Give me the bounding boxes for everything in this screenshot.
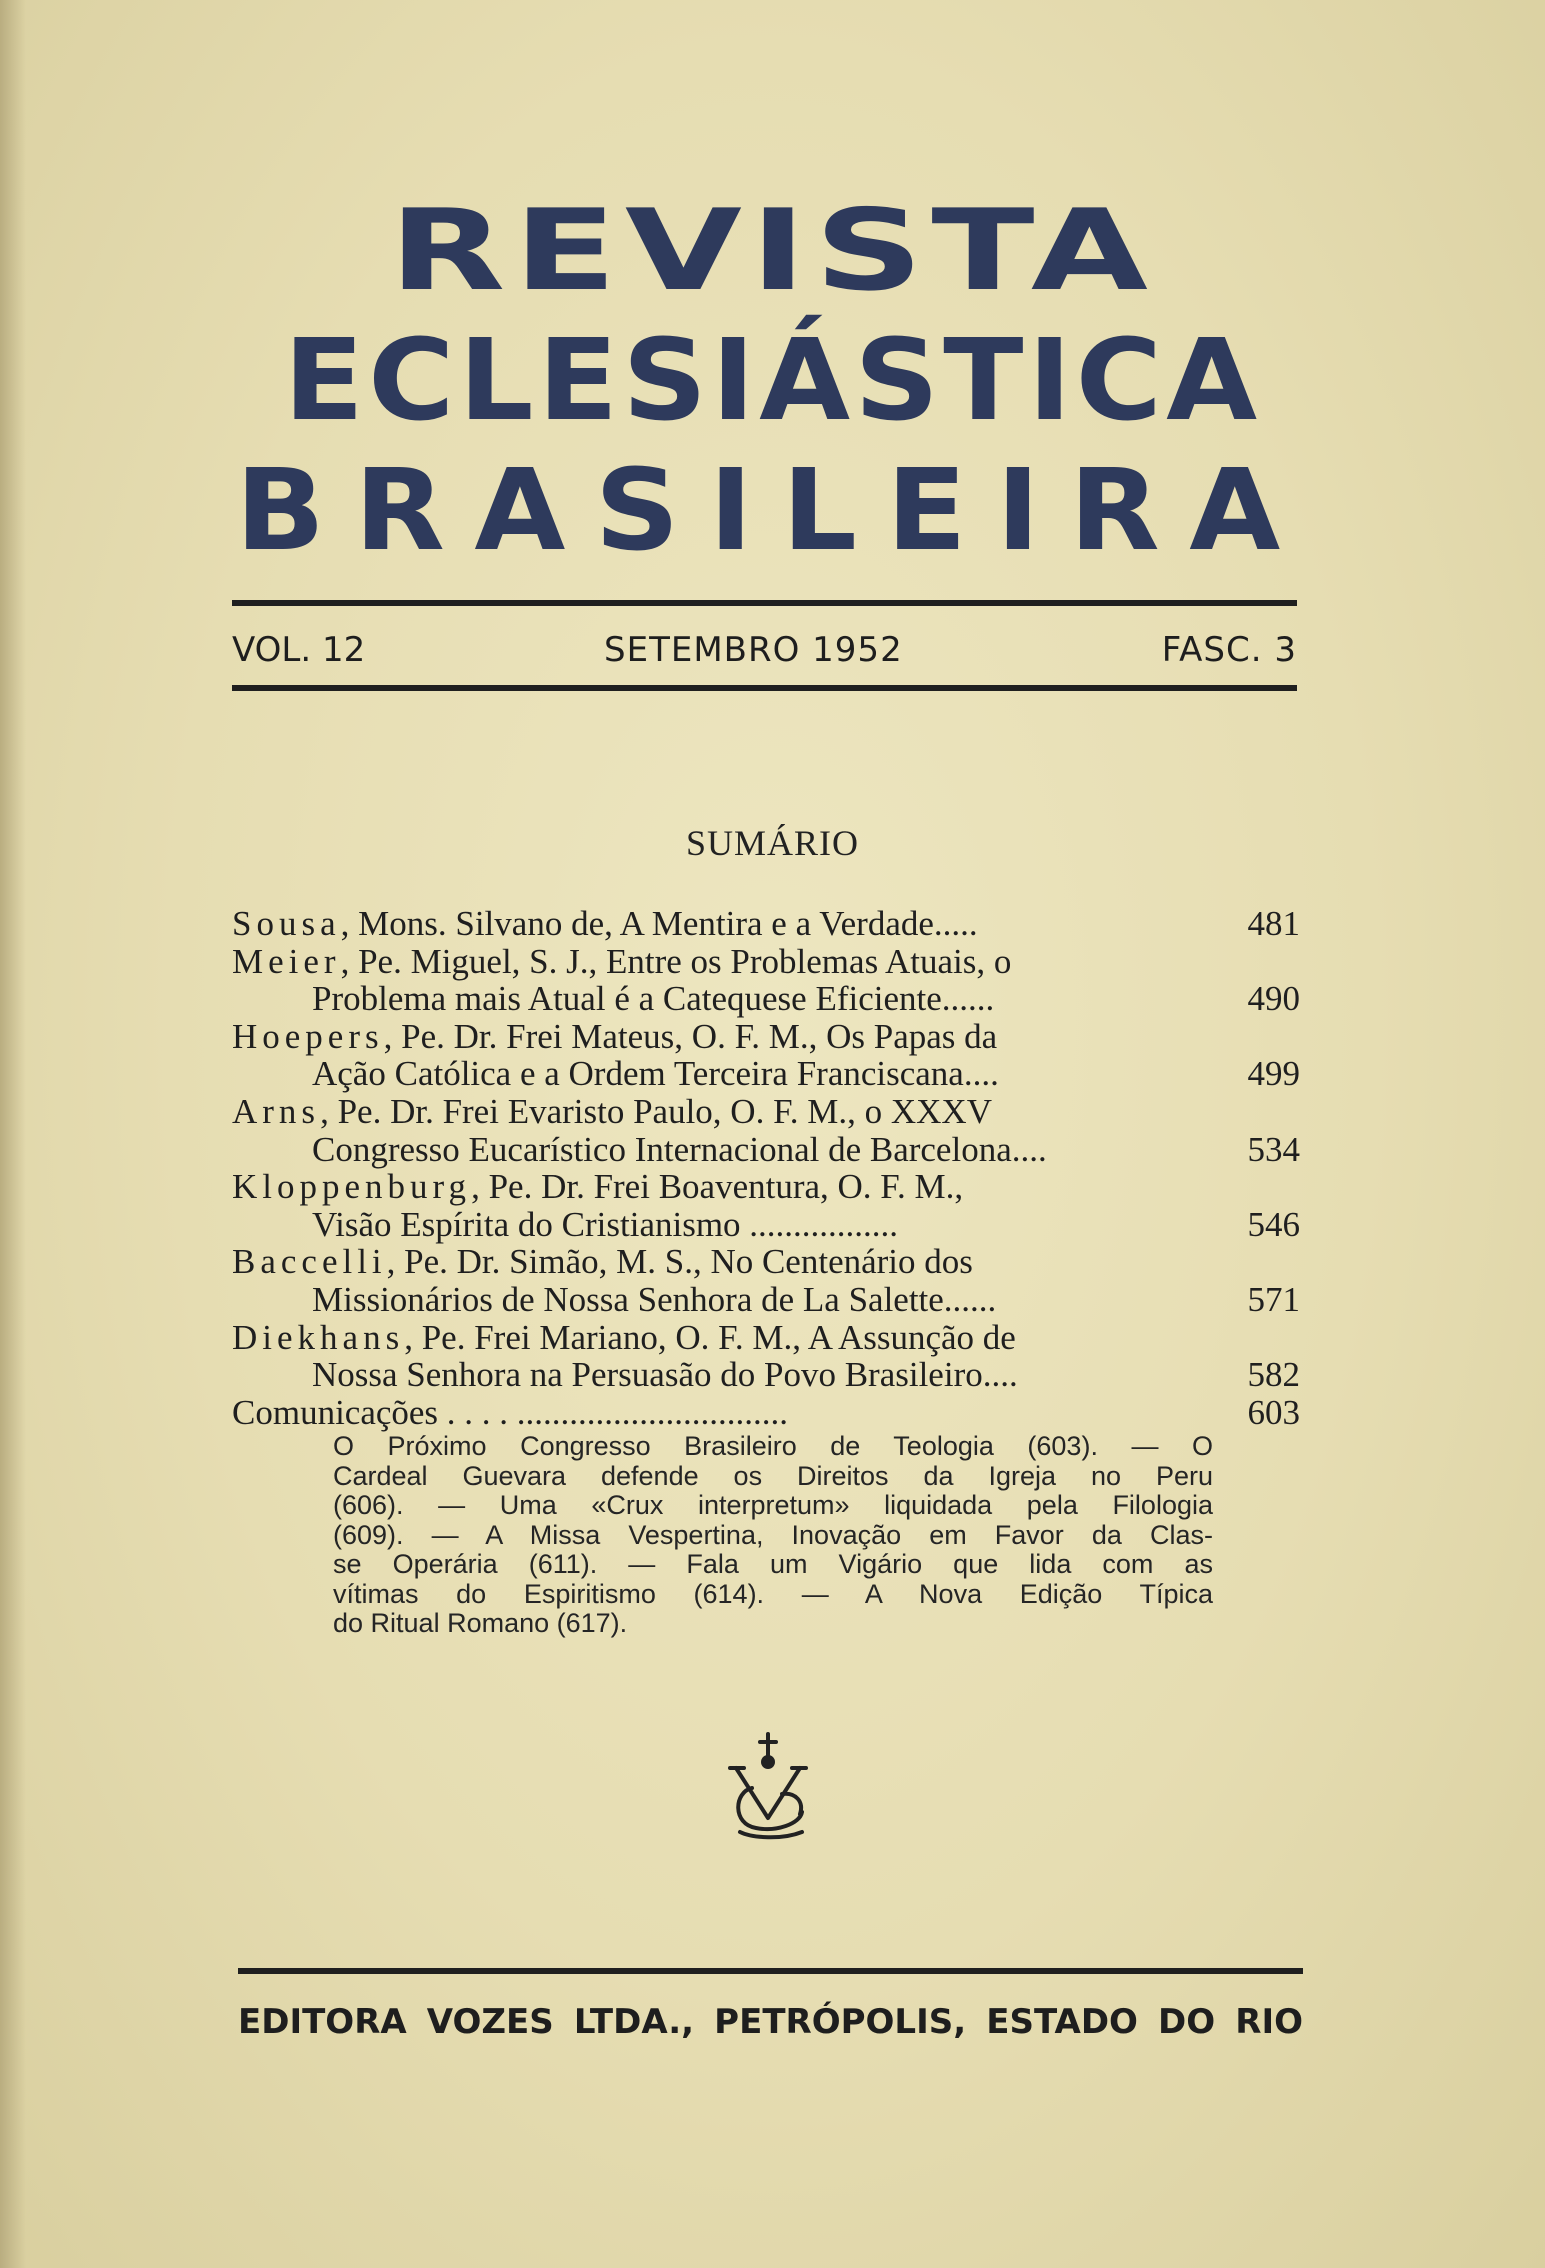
top-rule xyxy=(232,600,1297,606)
toc-author: Meier xyxy=(232,941,341,981)
bottom-rule xyxy=(232,685,1297,691)
toc-page-number: 534 xyxy=(1247,1129,1300,1169)
communications-line: se Operária (611). — Fala um Vigário que lida com as xyxy=(333,1549,1213,1579)
toc-author: Diekhans xyxy=(232,1317,405,1357)
toc-text: , Mons. Silvano de, A Mentira e a Verdade..... xyxy=(340,904,978,943)
toc-line xyxy=(232,1131,1300,1169)
toc-author: Arns xyxy=(232,1091,321,1131)
toc-text: , Pe. Miguel, S. J., Entre os Problemas Atuais, o xyxy=(340,941,1012,981)
publisher-monogram-icon xyxy=(722,1728,814,1844)
toc-page-number: 603 xyxy=(1247,1392,1300,1432)
toc-text: Congresso Eucarístico Internacional de Barcelona.... xyxy=(312,1129,1047,1169)
toc-text: Nossa Senhora na Persuasão do Povo Brasileiro.... xyxy=(312,1355,1018,1395)
masthead-line-2: ECLESIÁSTICA xyxy=(283,316,1262,446)
communications-line: O Próximo Congresso Brasileiro de Teologia (603). — O xyxy=(333,1431,1213,1461)
toc-line xyxy=(232,943,1300,981)
toc-line xyxy=(232,1055,1300,1093)
toc-line xyxy=(232,1319,1300,1357)
toc-line xyxy=(232,905,1300,943)
toc-line xyxy=(232,1018,1300,1056)
toc-text: , Pe. Dr. Simão, M. S., No Centenário dos xyxy=(386,1242,973,1282)
toc-line xyxy=(232,1356,1300,1394)
toc-page-number: 481 xyxy=(1247,904,1300,943)
communications-line: vítimas do Espiritismo (614). — A Nova Edição Típica xyxy=(333,1578,1213,1609)
issue-date: SETEMBRO 1952 xyxy=(604,630,903,670)
issue-info xyxy=(232,630,1297,674)
masthead-line-3: BRASILEIRA xyxy=(235,446,1310,576)
communications-line: Cardeal Guevara defende os Direitos da Igreja no Peru xyxy=(333,1460,1213,1491)
communications-line: (609). — A Missa Vespertina, Inovação em Favor da Clas- xyxy=(333,1519,1213,1550)
toc-text: Ação Católica e a Ordem Terceira Franciscana.... xyxy=(312,1054,999,1094)
communications-list xyxy=(333,1432,1213,1639)
table-of-contents xyxy=(232,905,1300,1431)
toc-line xyxy=(232,1206,1300,1244)
toc-author: Hoepers xyxy=(232,1016,384,1056)
toc-text: Missionários de Nossa Senhora de La Salette...... xyxy=(312,1279,997,1319)
communications-line: do Ritual Romano (617). xyxy=(333,1608,628,1638)
fascicle-label: FASC. 3 xyxy=(1161,630,1297,670)
summary-title: SUMÁRIO xyxy=(685,823,860,863)
toc-text: Problema mais Atual é a Catequese Eficiente...... xyxy=(312,979,995,1019)
toc-text: , Pe. Dr. Frei Boaventura, O. F. M., xyxy=(471,1167,964,1207)
toc-text: Visão Espírita do Cristianismo ................. xyxy=(312,1204,899,1244)
masthead-line-1: REVISTA xyxy=(388,186,1157,316)
toc-line xyxy=(232,980,1300,1018)
volume-label: VOL. 12 xyxy=(232,630,366,670)
toc-author: Baccelli xyxy=(232,1242,387,1282)
toc-page-number: 571 xyxy=(1247,1279,1300,1319)
toc-text: , Pe. Dr. Frei Evaristo Paulo, O. F. M., o XXXV xyxy=(320,1091,992,1131)
footer-rule xyxy=(238,1968,1303,1974)
toc-text: , Pe. Dr. Frei Mateus, O. F. M., Os Papas da xyxy=(383,1016,998,1056)
toc-author: Kloppenburg xyxy=(232,1167,472,1207)
toc-line xyxy=(232,1394,1300,1432)
toc-page-number: 582 xyxy=(1247,1355,1300,1395)
toc-line xyxy=(232,1243,1300,1281)
toc-line xyxy=(232,1168,1300,1206)
publisher-imprint: EDITORA VOZES LTDA., PETRÓPOLIS, ESTADO DO RIO xyxy=(238,2002,1303,2042)
communications-line: (606). — Uma «Crux interpretum» liquidada pela Filologia xyxy=(333,1490,1213,1520)
toc-author: Sousa xyxy=(232,904,341,943)
toc-page-number: 546 xyxy=(1247,1204,1300,1244)
toc-text: Comunicações . . . . ............................... xyxy=(232,1392,789,1432)
toc-line xyxy=(232,1093,1300,1131)
toc-page-number: 490 xyxy=(1247,979,1300,1019)
toc-line xyxy=(232,1281,1300,1319)
toc-page-number: 499 xyxy=(1247,1054,1300,1094)
toc-text: , Pe. Frei Mariano, O. F. M., A Assunção de xyxy=(404,1317,1016,1357)
